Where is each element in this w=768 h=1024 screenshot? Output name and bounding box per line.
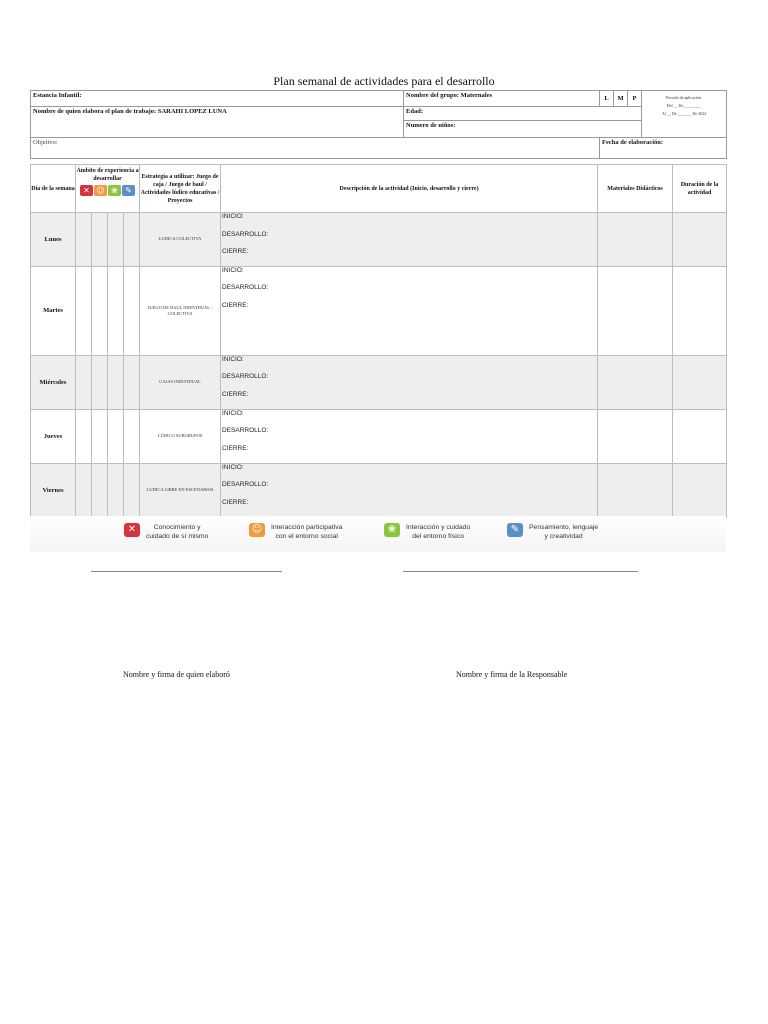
strategy-cell[interactable]: LÚDICO SUBGRUPOS — [140, 409, 221, 463]
description-cell[interactable] — [221, 266, 598, 355]
day-cell: Lunes — [31, 213, 76, 267]
cross-person-icon: ✕ — [124, 523, 140, 537]
signature-label-right: Nombre y firma de la Responsable — [456, 670, 568, 679]
document-title: Plan semanal de actividades para el desarrollo — [273, 74, 495, 88]
table-row — [31, 409, 727, 463]
ambito-cell[interactable] — [76, 463, 92, 517]
estancia-field[interactable]: Estancia Infantil: — [31, 91, 404, 107]
ambito-cell[interactable] — [124, 409, 140, 463]
col-duration-header: Duración de la actividad — [673, 165, 727, 213]
materials-cell[interactable] — [598, 266, 673, 355]
day-cell: Miércoles — [31, 355, 76, 409]
materials-cell[interactable] — [598, 355, 673, 409]
thought-icon: ✎ — [122, 185, 135, 196]
thought-icon: ✎ — [507, 523, 523, 537]
table-row — [31, 463, 727, 517]
elabora-field[interactable]: Nombre de quien elabora el plan de trabajo: SARAHI LOPEZ LUNA — [31, 107, 404, 138]
ambito-cell[interactable] — [76, 409, 92, 463]
cierre-label: CIERRE: — [222, 248, 249, 256]
ambito-cell[interactable] — [108, 463, 124, 517]
ambito-cell[interactable] — [124, 355, 140, 409]
ambito-cell[interactable] — [76, 355, 92, 409]
desarrollo-label: DESARROLLO: — [222, 284, 269, 292]
ambito-cell[interactable] — [92, 409, 108, 463]
table-row — [31, 266, 727, 355]
activities-table — [30, 164, 727, 518]
cierre-label: CIERRE: — [222, 390, 249, 398]
periodo-al: Al __ De _______ De 2022 — [661, 111, 707, 116]
legend-item: ❀ Interacción y cuidado del entorno físico — [384, 523, 470, 541]
inicio-label: INICIO: — [222, 355, 244, 363]
signature-line-left — [91, 571, 282, 572]
ambito-cell[interactable] — [92, 266, 108, 355]
legend-item: ✎ Pensamiento, lenguaje y creatividad — [507, 523, 598, 541]
day-cell: Viernes — [31, 463, 76, 517]
day-cell: Jueves — [31, 409, 76, 463]
legend-item: ✕ Conocimiento y cuidado de sí mismo — [124, 523, 208, 541]
ambito-cell[interactable] — [92, 463, 108, 517]
header-table — [30, 90, 727, 159]
day-p: P — [628, 91, 642, 107]
signature-line-right — [403, 571, 638, 572]
ambito-cell[interactable] — [92, 213, 108, 267]
people-icon: ☺ — [94, 185, 107, 196]
periodo-aplicacion[interactable] — [642, 91, 727, 138]
duration-cell[interactable] — [673, 213, 727, 267]
grupo-field[interactable]: Nombre del grupo: Maternales — [404, 91, 600, 107]
desarrollo-label: DESARROLLO: — [222, 427, 269, 435]
col-ambito-header — [76, 165, 140, 213]
strategy-cell[interactable]: CAJAS INDIVIDUAL — [140, 355, 221, 409]
duration-cell[interactable] — [673, 355, 727, 409]
inicio-label: INICIO: — [222, 213, 244, 220]
strategy-cell[interactable]: LUDICA LIBRE EN ESCENARIOS — [140, 463, 221, 517]
leaf-icon: ❀ — [108, 185, 121, 196]
table-row — [31, 213, 727, 267]
strategy-cell[interactable]: JUEGO DE BAUL INDIVIDUAL - COLECTIVA — [140, 266, 221, 355]
desarrollo-label: DESARROLLO: — [222, 230, 269, 238]
description-cell[interactable] — [221, 213, 598, 267]
cross-person-icon: ✕ — [80, 185, 93, 196]
description-cell[interactable] — [221, 355, 598, 409]
ambito-cell[interactable] — [124, 213, 140, 267]
legend-item: ☺ Interacción participativa con el entorno social — [249, 523, 342, 541]
ambito-cell[interactable] — [108, 213, 124, 267]
day-l: L — [600, 91, 614, 107]
ambito-cell[interactable] — [92, 355, 108, 409]
strategy-cell[interactable]: LUDICA COLECTIVA — [140, 213, 221, 267]
signature-label-left: Nombre y firma de quien elaboró — [123, 670, 230, 679]
periodo-del: Del __ De_________ — [666, 103, 702, 108]
inicio-label: INICIO: — [222, 463, 244, 471]
edad-field[interactable]: Edad: — [404, 107, 642, 121]
ambito-icons — [76, 185, 139, 196]
col-day-header: Dia de la semana — [31, 165, 76, 213]
ambito-cell[interactable] — [124, 463, 140, 517]
materials-cell[interactable] — [598, 409, 673, 463]
description-cell[interactable] — [221, 409, 598, 463]
col-materials-header: Materiales Didácticos — [598, 165, 673, 213]
inicio-label: INICIO: — [222, 409, 244, 417]
table-row — [31, 355, 727, 409]
ambito-cell[interactable] — [124, 266, 140, 355]
fecha-field[interactable]: Fecha de elaboración: — [600, 138, 727, 159]
day-m: M — [614, 91, 628, 107]
materials-cell[interactable] — [598, 463, 673, 517]
ambito-cell[interactable] — [76, 213, 92, 267]
ambito-cell[interactable] — [108, 266, 124, 355]
cierre-label: CIERRE: — [222, 301, 249, 309]
ambito-cell[interactable] — [108, 409, 124, 463]
col-strategy-header: Estrategia a utilizar: Juego de caja / Juego de baul / Actividades lúdico educativas / Proyectos — [140, 165, 221, 213]
cierre-label: CIERRE: — [222, 498, 249, 506]
col-desc-header: Descripción de la actividad (Inicio, desarrollo y cierre) — [221, 165, 598, 213]
objetivo-field[interactable]: Objetivo: — [31, 138, 600, 159]
ambito-cell[interactable] — [76, 266, 92, 355]
description-cell[interactable] — [221, 463, 598, 517]
ambito-cell[interactable] — [108, 355, 124, 409]
legend — [30, 516, 726, 552]
desarrollo-label: DESARROLLO: — [222, 373, 269, 381]
cierre-label: CIERRE: — [222, 444, 249, 452]
materials-cell[interactable] — [598, 213, 673, 267]
day-cell: Martes — [31, 266, 76, 355]
people-icon: ☺ — [249, 523, 265, 537]
duration-cell[interactable] — [673, 463, 727, 517]
duration-cell[interactable] — [673, 409, 727, 463]
duration-cell[interactable] — [673, 266, 727, 355]
desarrollo-label: DESARROLLO: — [222, 481, 269, 489]
inicio-label: INICIO: — [222, 266, 244, 274]
leaf-icon: ❀ — [384, 523, 400, 537]
ambito-label: Ámbito de experiencia a desarrollar — [76, 168, 139, 182]
ninos-field[interactable]: Numero de niños: — [404, 121, 642, 138]
periodo-label: Periodo de aplicación: — [666, 95, 702, 100]
